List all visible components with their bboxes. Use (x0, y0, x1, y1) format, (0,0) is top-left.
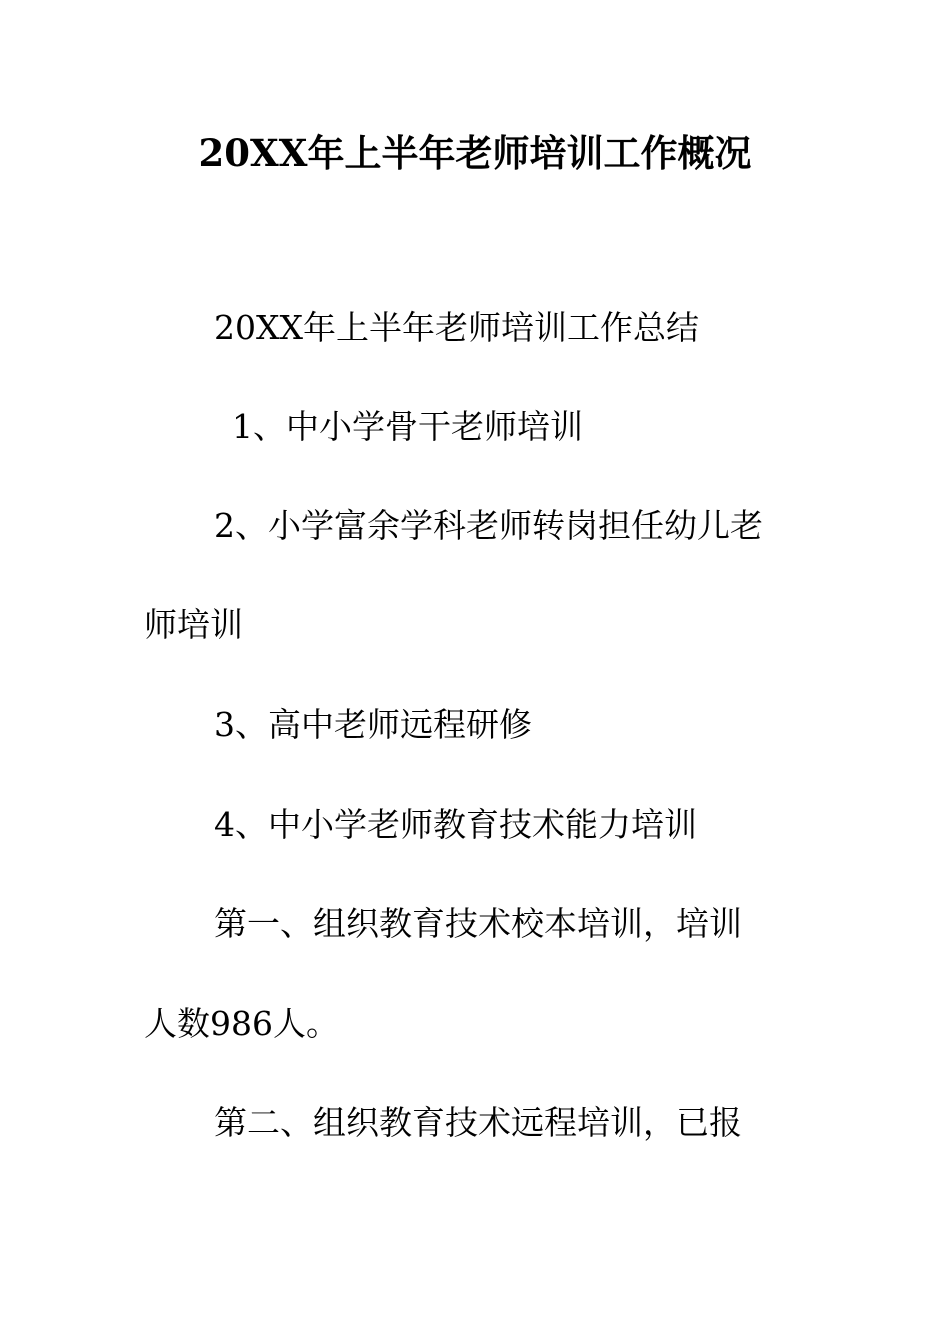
list-item-1: 1、中小学骨干老师培训 (232, 407, 583, 446)
list-item-4: 4、中小学老师教育技术能力培训 (214, 805, 697, 844)
paragraph-first-continuation: 人数986人。 (144, 1004, 339, 1043)
paragraph-first: 第一、组织教育技术校本培训，培训 (214, 904, 742, 943)
paragraph-summary-heading: 20XX年上半年老师培训工作总结 (214, 308, 699, 347)
list-item-2-continuation: 师培训 (144, 605, 243, 644)
document-title: 20XX年上半年老师培训工作概况 (198, 131, 752, 175)
paragraph-second: 第二、组织教育技术远程培训，已报 (214, 1103, 742, 1142)
list-item-3: 3、高中老师远程研修 (214, 705, 532, 744)
list-item-2: 2、小学富余学科老师转岗担任幼儿老 (214, 506, 763, 545)
